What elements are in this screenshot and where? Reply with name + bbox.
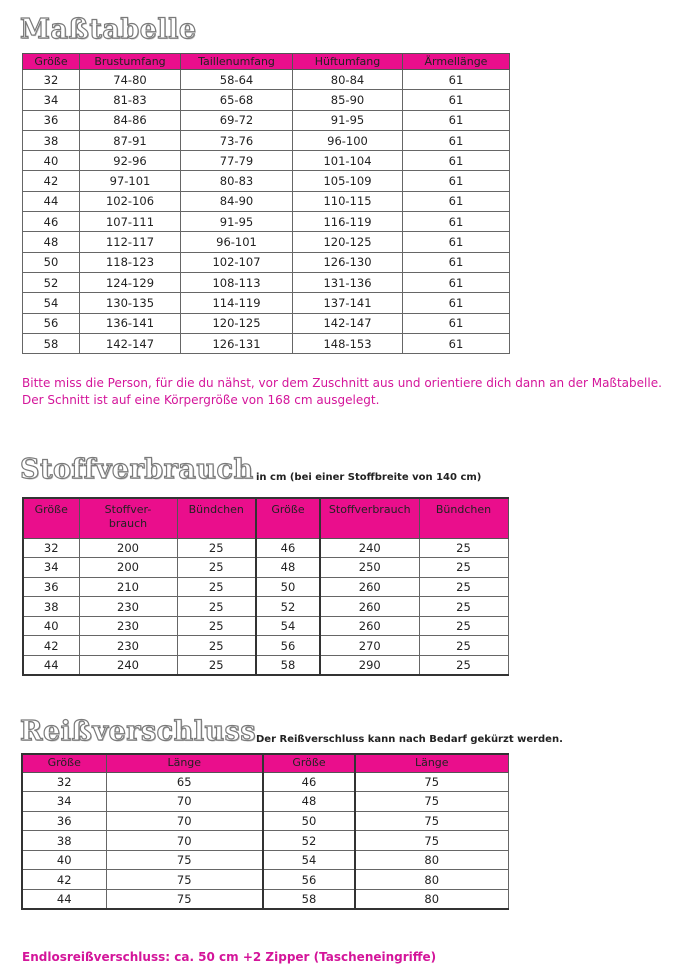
measure-table-cell: 96-101	[181, 232, 293, 252]
measure-table-row	[23, 130, 510, 150]
measure-table-cell: 87-91	[80, 130, 181, 150]
measure-table-cell: 118-123	[80, 252, 181, 272]
fabric-table-cell: 270	[320, 636, 419, 656]
measure-table-cell: 102-106	[80, 191, 181, 211]
zipper-table-cell: 80	[355, 850, 508, 870]
fabric-table-cell: 54	[256, 616, 320, 636]
measure-table-cell: 38	[23, 130, 80, 150]
fabric-header-fabric-right: Stoffverbrauch	[320, 498, 419, 538]
measure-table-cell: 61	[403, 191, 510, 211]
measure-note-line2: Der Schnitt ist auf eine Körpergröße von 168 cm ausgelegt.	[22, 393, 380, 407]
zipper-table-cell: 40	[22, 850, 106, 870]
measure-table-cell: 61	[403, 151, 510, 171]
measure-table-cell: 85-90	[293, 90, 403, 110]
fabric-table-row	[23, 558, 508, 578]
measure-table-cell: 42	[23, 171, 80, 191]
zipper-table-cell: 44	[22, 890, 106, 910]
measure-table-row	[23, 293, 510, 313]
fabric-header-fabric-line1: Stoffver-	[104, 503, 152, 516]
measure-table-body	[23, 70, 510, 354]
zipper-table-cell: 70	[106, 811, 263, 831]
measure-table	[22, 53, 510, 354]
zipper-header-row	[22, 754, 508, 772]
fabric-table-cell: 25	[177, 538, 256, 558]
fabric-table-cell: 34	[23, 558, 79, 578]
zipper-table-cell: 38	[22, 831, 106, 851]
zipper-table-row	[22, 890, 508, 910]
measure-table-row	[23, 252, 510, 272]
measure-header-row	[23, 54, 510, 70]
measure-table-cell: 126-130	[293, 252, 403, 272]
zipper-header-size-left: Größe	[22, 754, 106, 772]
measure-header-waist: Taillenumfang	[181, 54, 293, 70]
zipper-subtitle: Der Reißverschluss kann nach Bedarf gekürzt werden.	[256, 734, 563, 745]
measure-table-cell: 80-84	[293, 70, 403, 90]
fabric-table-cell: 25	[419, 597, 508, 617]
measure-table-row	[23, 171, 510, 191]
measure-table-cell: 131-136	[293, 272, 403, 292]
fabric-table-row	[23, 597, 508, 617]
fabric-table-cell: 25	[177, 558, 256, 578]
measure-table-cell: 136-141	[80, 313, 181, 333]
measure-table-row	[23, 333, 510, 353]
zipper-table-cell: 36	[22, 811, 106, 831]
measure-table-cell: 48	[23, 232, 80, 252]
fabric-table-row	[23, 656, 508, 676]
zipper-title: Reißverschluss	[20, 716, 257, 747]
zipper-table-cell: 70	[106, 792, 263, 812]
measure-header-hip: Hüftumfang	[293, 54, 403, 70]
fabric-header-row	[23, 498, 508, 538]
measure-table-cell: 61	[403, 70, 510, 90]
fabric-table-cell: 40	[23, 616, 79, 636]
measure-table-cell: 84-86	[80, 110, 181, 130]
fabric-table-cell: 200	[79, 538, 177, 558]
zipper-table-row	[22, 811, 508, 831]
fabric-table-cell: 200	[79, 558, 177, 578]
measure-table-cell: 34	[23, 90, 80, 110]
zipper-table-cell: 65	[106, 772, 263, 792]
measure-table-cell: 92-96	[80, 151, 181, 171]
fabric-header-size-right: Größe	[256, 498, 320, 538]
fabric-table-cell: 230	[79, 616, 177, 636]
fabric-table-cell: 25	[419, 577, 508, 597]
fabric-subtitle: in cm (bei einer Stoffbreite von 140 cm)	[256, 472, 482, 483]
measure-table-cell: 58	[23, 333, 80, 353]
fabric-table-cell: 36	[23, 577, 79, 597]
fabric-table-body	[23, 538, 508, 675]
fabric-table-cell: 25	[177, 656, 256, 676]
measure-table-cell: 114-119	[181, 293, 293, 313]
fabric-table-cell: 38	[23, 597, 79, 617]
measure-table-cell: 120-125	[293, 232, 403, 252]
fabric-table-cell: 25	[419, 538, 508, 558]
measure-table-cell: 81-83	[80, 90, 181, 110]
zipper-table-cell: 75	[106, 890, 263, 910]
fabric-table-cell: 48	[256, 558, 320, 578]
zipper-table-cell: 75	[106, 870, 263, 890]
zipper-table-cell: 42	[22, 870, 106, 890]
measure-table-cell: 142-147	[293, 313, 403, 333]
zipper-table-row	[22, 831, 508, 851]
fabric-table-cell: 240	[79, 656, 177, 676]
measure-table-cell: 77-79	[181, 151, 293, 171]
measure-table-cell: 52	[23, 272, 80, 292]
fabric-table-cell: 250	[320, 558, 419, 578]
fabric-table-cell: 25	[419, 558, 508, 578]
measure-table-cell: 36	[23, 110, 80, 130]
fabric-table-row	[23, 577, 508, 597]
measure-table-cell: 112-117	[80, 232, 181, 252]
measure-table-cell: 108-113	[181, 272, 293, 292]
fabric-table-cell: 230	[79, 597, 177, 617]
measure-table-cell: 101-104	[293, 151, 403, 171]
fabric-table-cell: 58	[256, 656, 320, 676]
zipper-table-cell: 50	[263, 811, 355, 831]
zipper-table-cell: 34	[22, 792, 106, 812]
measure-table-cell: 110-115	[293, 191, 403, 211]
measure-table-cell: 54	[23, 293, 80, 313]
fabric-table-cell: 260	[320, 616, 419, 636]
measure-table-row	[23, 110, 510, 130]
measure-table-cell: 65-68	[181, 90, 293, 110]
measure-note	[22, 375, 672, 409]
measure-table-cell: 80-83	[181, 171, 293, 191]
measure-table-cell: 102-107	[181, 252, 293, 272]
zipper-table-cell: 48	[263, 792, 355, 812]
measure-table-cell: 61	[403, 171, 510, 191]
fabric-table-cell: 25	[177, 597, 256, 617]
zipper-table-cell: 75	[355, 792, 508, 812]
fabric-table-cell: 25	[177, 577, 256, 597]
measure-table-cell: 96-100	[293, 130, 403, 150]
fabric-table-cell: 260	[320, 597, 419, 617]
fabric-table-row	[23, 538, 508, 558]
measure-table-cell: 107-111	[80, 212, 181, 232]
measure-table-row	[23, 313, 510, 333]
fabric-table-cell: 25	[419, 616, 508, 636]
measure-table-cell: 91-95	[181, 212, 293, 232]
fabric-header-size-left: Größe	[23, 498, 79, 538]
fabric-table-cell: 230	[79, 636, 177, 656]
measure-table-cell: 61	[403, 313, 510, 333]
zipper-header-size-right: Größe	[263, 754, 355, 772]
measure-table-cell: 137-141	[293, 293, 403, 313]
measure-table-cell: 120-125	[181, 313, 293, 333]
measure-table-cell: 84-90	[181, 191, 293, 211]
zipper-table-cell: 70	[106, 831, 263, 851]
fabric-header-cuff-right: Bündchen	[419, 498, 508, 538]
measure-table-cell: 91-95	[293, 110, 403, 130]
fabric-header-fabric-line2: brauch	[108, 517, 148, 530]
fabric-table-cell: 25	[419, 636, 508, 656]
fabric-table-cell: 290	[320, 656, 419, 676]
measure-table-cell: 142-147	[80, 333, 181, 353]
measure-table-cell: 97-101	[80, 171, 181, 191]
measure-table-cell: 148-153	[293, 333, 403, 353]
measure-table-cell: 61	[403, 272, 510, 292]
zipper-table-cell: 56	[263, 870, 355, 890]
zipper-table-cell: 80	[355, 890, 508, 910]
measure-table-row	[23, 90, 510, 110]
fabric-table-cell: 50	[256, 577, 320, 597]
fabric-header-cuff-left: Bündchen	[177, 498, 256, 538]
fabric-header-fabric-left	[79, 498, 177, 538]
measure-table-cell: 130-135	[80, 293, 181, 313]
measure-table-row	[23, 70, 510, 90]
fabric-table-row	[23, 636, 508, 656]
fabric-table-cell: 25	[419, 656, 508, 676]
zipper-table-row	[22, 870, 508, 890]
fabric-table-cell: 210	[79, 577, 177, 597]
measure-table-cell: 61	[403, 293, 510, 313]
zipper-table-cell: 46	[263, 772, 355, 792]
fabric-table-cell: 25	[177, 636, 256, 656]
measure-header-size: Größe	[23, 54, 80, 70]
fabric-table-cell: 25	[177, 616, 256, 636]
zipper-table-cell: 58	[263, 890, 355, 910]
measure-table-cell: 124-129	[80, 272, 181, 292]
measure-table-row	[23, 212, 510, 232]
zipper-table-cell: 80	[355, 870, 508, 890]
measure-table-cell: 56	[23, 313, 80, 333]
measure-title: Maßtabelle	[20, 14, 197, 45]
zipper-table-row	[22, 850, 508, 870]
measure-table-cell: 40	[23, 151, 80, 171]
measure-table-cell: 61	[403, 232, 510, 252]
measure-note-line1: Bitte miss die Person, für die du nähst, vor dem Zuschnitt aus und orientiere dich dann an der Maßtabelle.	[22, 376, 662, 390]
zipper-table-cell: 54	[263, 850, 355, 870]
fabric-table-row	[23, 616, 508, 636]
zipper-header-length-right: Länge	[355, 754, 508, 772]
zipper-header-length-left: Länge	[106, 754, 263, 772]
zipper-table-cell: 75	[355, 831, 508, 851]
measure-table-cell: 32	[23, 70, 80, 90]
zipper-table-body	[22, 772, 508, 909]
zipper-table-cell: 32	[22, 772, 106, 792]
measure-table-row	[23, 151, 510, 171]
zipper-table-cell: 75	[355, 772, 508, 792]
zipper-table-row	[22, 772, 508, 792]
measure-table-cell: 126-131	[181, 333, 293, 353]
fabric-title: Stoffverbrauch	[20, 454, 254, 485]
fabric-table-cell: 56	[256, 636, 320, 656]
measure-table-cell: 58-64	[181, 70, 293, 90]
measure-table-cell: 61	[403, 90, 510, 110]
measure-table-cell: 61	[403, 110, 510, 130]
measure-header-sleeve: Ärmellänge	[403, 54, 510, 70]
measure-table-cell: 46	[23, 212, 80, 232]
fabric-table-cell: 44	[23, 656, 79, 676]
fabric-table	[22, 497, 509, 676]
measure-table-cell: 105-109	[293, 171, 403, 191]
zipper-table-cell: 75	[355, 811, 508, 831]
measure-table-cell: 116-119	[293, 212, 403, 232]
fabric-table-cell: 42	[23, 636, 79, 656]
measure-table-cell: 69-72	[181, 110, 293, 130]
zipper-footer: Endlosreißverschluss: ca. 50 cm +2 Zipper (Tascheneingriffe)	[22, 950, 437, 964]
measure-table-row	[23, 232, 510, 252]
zipper-table	[21, 753, 509, 910]
measure-table-row	[23, 191, 510, 211]
zipper-table-cell: 75	[106, 850, 263, 870]
zipper-table-row	[22, 792, 508, 812]
measure-table-cell: 61	[403, 252, 510, 272]
fabric-table-cell: 260	[320, 577, 419, 597]
measure-table-cell: 73-76	[181, 130, 293, 150]
measure-header-bust: Brustumfang	[80, 54, 181, 70]
measure-table-cell: 61	[403, 130, 510, 150]
fabric-table-cell: 240	[320, 538, 419, 558]
zipper-table-cell: 52	[263, 831, 355, 851]
fabric-table-cell: 46	[256, 538, 320, 558]
measure-table-row	[23, 272, 510, 292]
fabric-table-cell: 32	[23, 538, 79, 558]
measure-table-cell: 61	[403, 333, 510, 353]
measure-table-cell: 74-80	[80, 70, 181, 90]
measure-table-cell: 44	[23, 191, 80, 211]
measure-table-cell: 50	[23, 252, 80, 272]
fabric-table-cell: 52	[256, 597, 320, 617]
measure-table-cell: 61	[403, 212, 510, 232]
